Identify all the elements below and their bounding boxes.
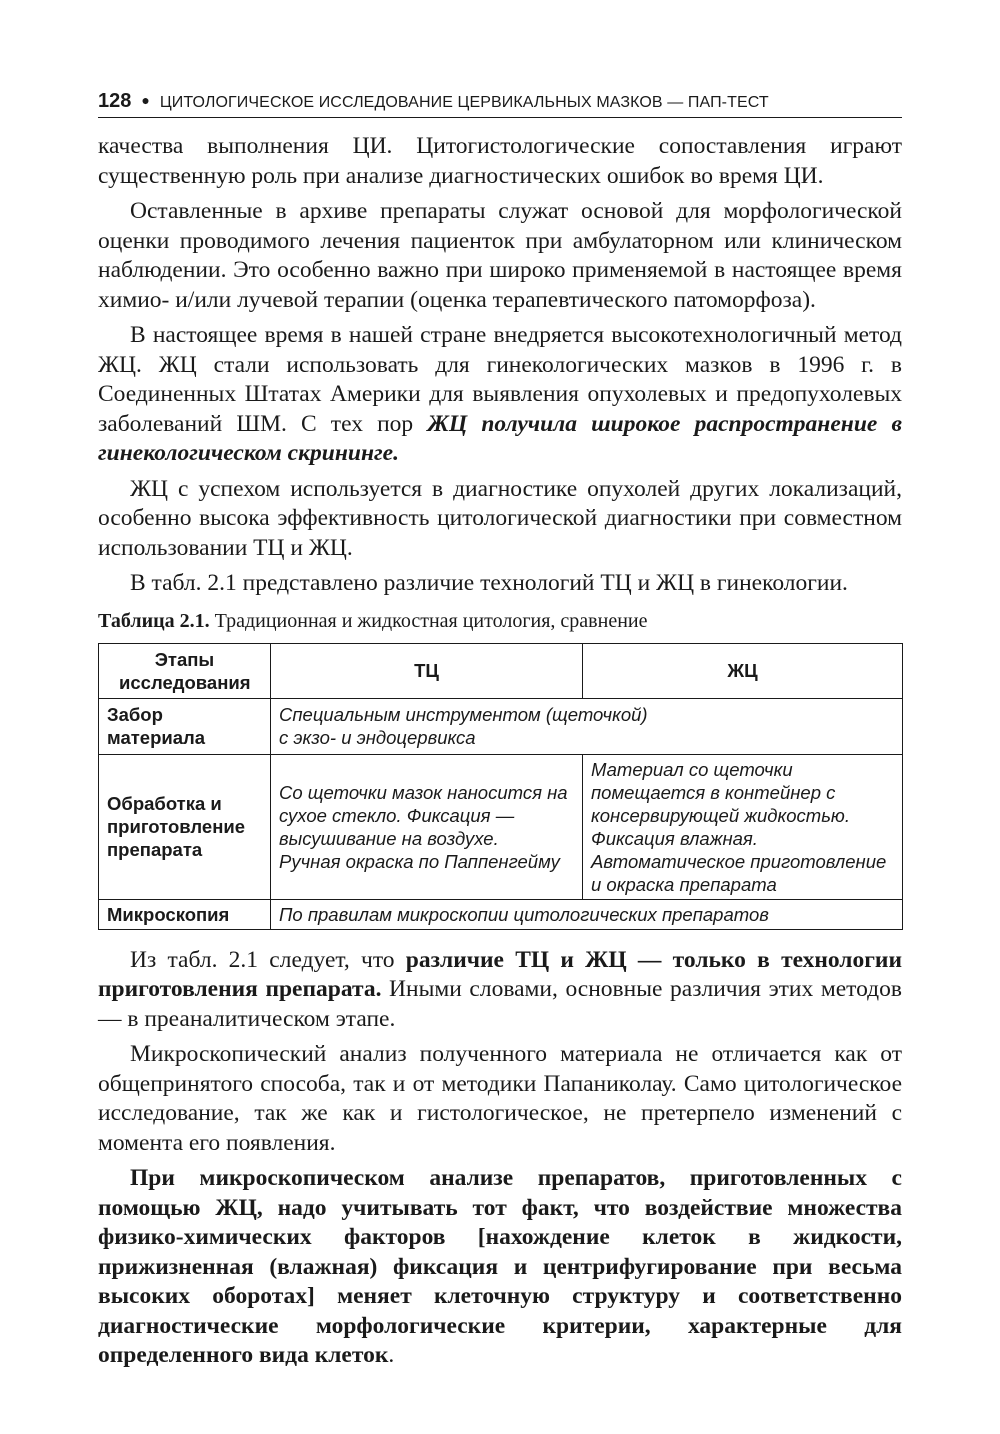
page <box>98 90 902 1377</box>
row-processing-tc: Со щеточки мазок наносится на сухое стекло. Фиксация — высушивание на воздухе. Ручная окраска по Паппенгейму <box>271 754 583 899</box>
bullet-icon: ● <box>141 92 150 108</box>
table-caption-label: Таблица 2.1. <box>98 609 210 632</box>
body-text-continued <box>98 946 902 1371</box>
paragraph-3-text: В настоящее время в нашей стране внедряется высокотехнологичный метод ЖЦ. ЖЦ стали использовать для гинекологических мазков в 1996 г. в Соединенных Штатах Америки для выявления опухолевых и предопухолевых заболеваний ШМ. С тех пор <box>98 322 902 437</box>
comparison-table <box>98 643 903 930</box>
header-stages: Этапы исследования <box>99 643 271 698</box>
row-microscopy-common: По правилам микроскопии цитологических препаратов <box>271 899 903 929</box>
row-stage-collection: Забор материала <box>99 698 271 754</box>
paragraph-6-end: Иными словами, основные различия этих методов — в преаналитическом этапе. <box>98 976 902 1032</box>
paragraph-6 <box>98 946 902 1035</box>
paragraph-1: качества выполнения ЦИ. Цитогистологические сопоставления играют существенную роль при анализе диагностических ошибок во время ЦИ. <box>98 133 902 189</box>
paragraph-8 <box>98 1164 902 1371</box>
body-text <box>98 132 902 599</box>
paragraph-7: Микроскопический анализ полученного материала не отличается как от общепринятого способа, так и от методики Папаниколау. Само цитологическое исследование, так же как и гистологическое, не претерпело изменений с момента его появления. <box>98 1041 902 1156</box>
table-header-row <box>99 643 903 698</box>
paragraph-2: Оставленные в архиве препараты служат основой для морфологической оценки проводимого лечения пациенток при амбулаторном или клиническом наблюдении. Это особенно важно при широко применяемой в настоящее время химио- и/или лучевой терапии (оценка терапевтического патоморфоза). <box>98 198 902 313</box>
table-caption-text: Традиционная и жидкостная цитология, сравнение <box>209 609 648 632</box>
paragraph-3 <box>98 321 902 469</box>
table-caption <box>98 609 902 633</box>
paragraph-6-bold: различие ТЦ и ЖЦ — только в технологии приготовления препарата. <box>98 946 902 1002</box>
page-number: 128 <box>98 90 132 112</box>
row-stage-processing: Обработка и приготовление препарата <box>99 754 271 899</box>
row-processing-lc: Материал со щеточки помещается в контейнер с консервирующей жидкостью. Фиксация влажная. Автоматическое приготовление и окраска препарата <box>583 754 903 899</box>
row-stage-microscopy: Микроскопия <box>99 899 271 929</box>
table-row <box>99 899 903 929</box>
paragraph-8-end: . <box>388 1342 395 1368</box>
paragraph-5: В табл. 2.1 представлено различие технологий ТЦ и ЖЦ в гинекологии. <box>130 570 848 596</box>
paragraph-6-start: Из табл. 2.1 следует, что <box>130 946 406 973</box>
table-row <box>99 698 903 754</box>
table-row <box>99 754 903 899</box>
header-tc: ТЦ <box>271 643 583 698</box>
row-collection-common: Специальным инструментом (щеточкой) с экзо- и эндоцервикса <box>271 698 903 754</box>
paragraph-3-emphasis: ЖЦ получила широкое распространение в гинекологическом скрининге. <box>98 410 902 466</box>
running-header <box>98 90 902 118</box>
paragraph-8-bold: При микроскопическом анализе препаратов, приготовленных с помощью ЖЦ, надо учитывать тот факт, что воздействие множества физико-химических факторов [нахождение клеток в жидкости, прижизненная (влажная) фиксация и центрифугирование при весьма высоких оборотах] меняет клеточную структуру и соответственно диагностические морфологические критерии, характерные для определенного вида клеток <box>98 1165 902 1368</box>
header-lc: ЖЦ <box>583 643 903 698</box>
paragraph-4: ЖЦ с успехом используется в диагностике опухолей других локализаций, особенно высока эффективность цитологической диагностики при совместном использовании ТЦ и ЖЦ. <box>98 475 902 561</box>
running-title: ЦИТОЛОГИЧЕСКОЕ ИССЛЕДОВАНИЕ ЦЕРВИКАЛЬНЫХ МАЗКОВ — ПАП-ТЕСТ <box>159 94 769 111</box>
